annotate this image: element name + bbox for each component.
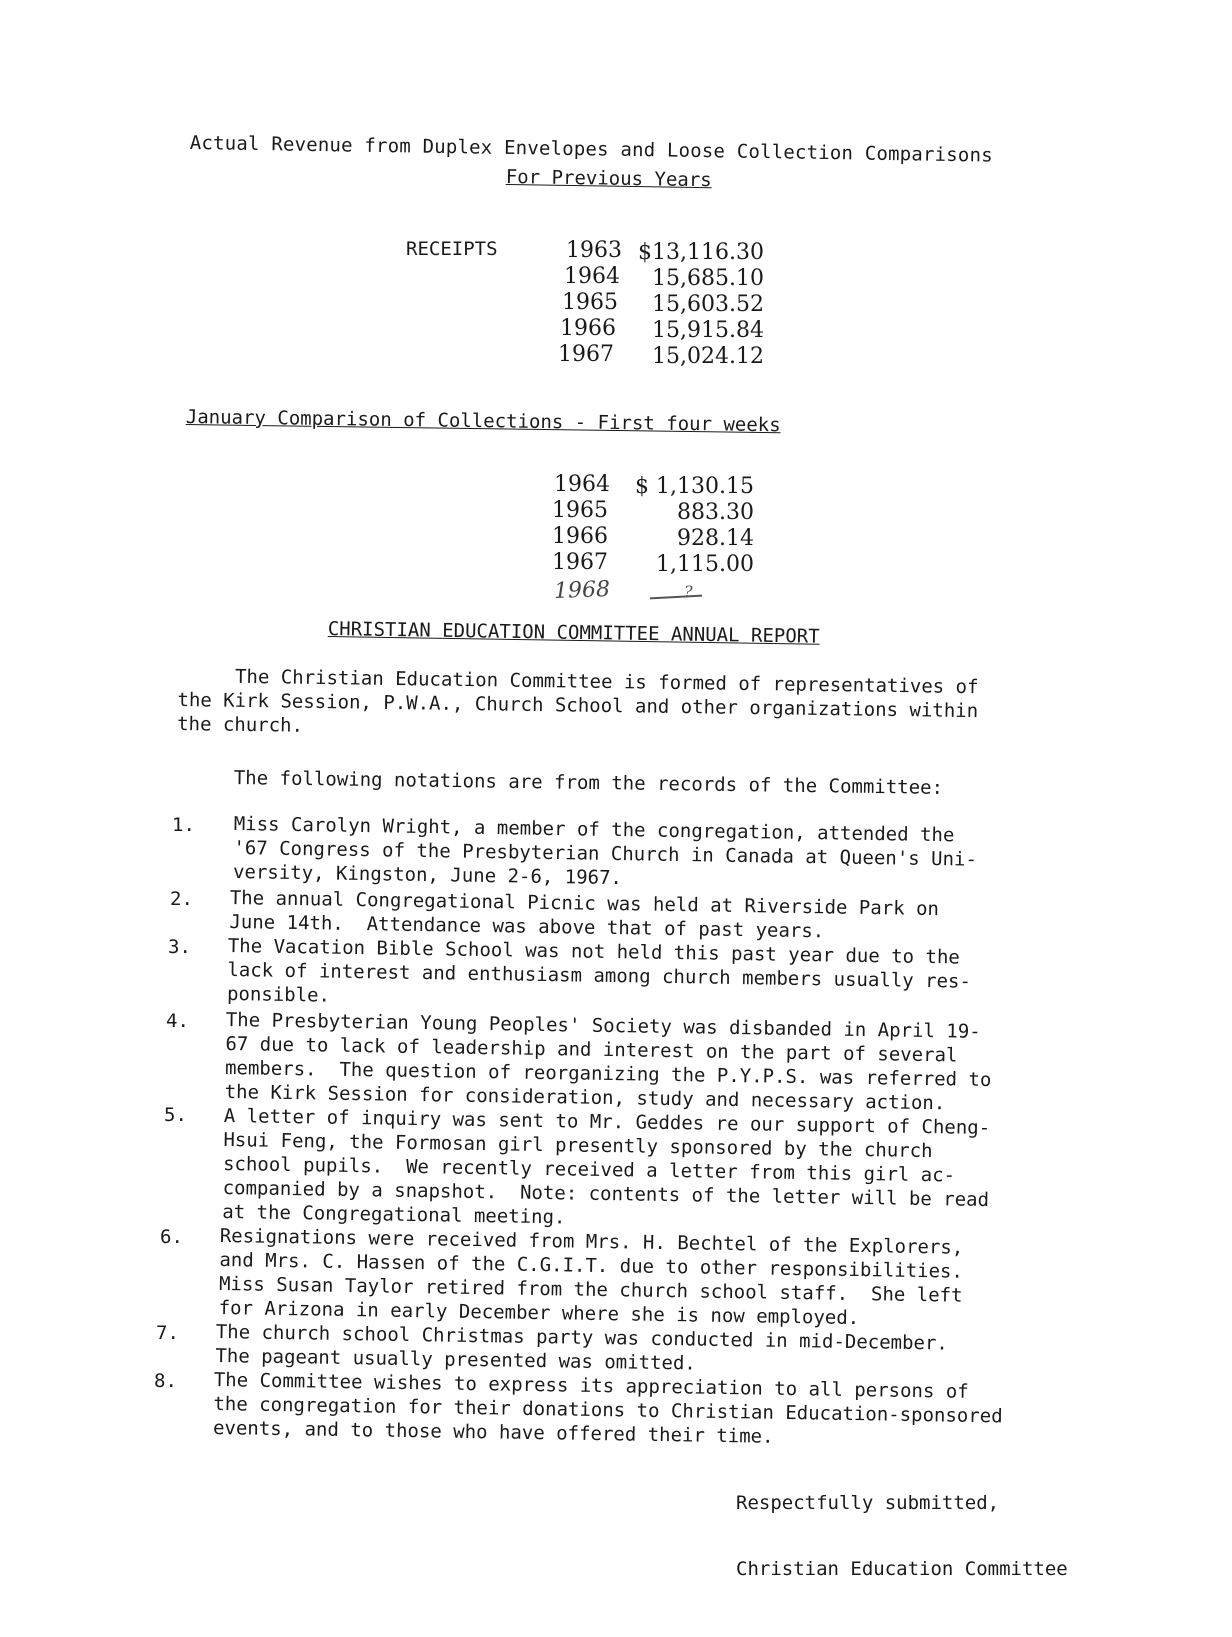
list-item: The Committee wishes to express its appreciation to all persons of the congregation for their donations to Christian Education-sponsored events, and to those who have offered their time. — [212, 1368, 1003, 1448]
handwritten-question: ? — [684, 582, 693, 601]
receipt-amount: $13,116.30 — [638, 240, 764, 265]
list-number: 3. — [168, 936, 191, 958]
list-item: The Presbyterian Young Peoples' Society was disbanded in April 19- 67 due to lack of leadership and interest on the part of several members. The question of reorganizing the P.Y.P.S. was referred to the Kirk Session for consideration, study and necessary action. — [224, 1008, 992, 1115]
list-number: 1. — [172, 814, 195, 836]
january-year: 1965 — [552, 498, 608, 523]
january-amount: 1,115.00 — [656, 552, 754, 577]
receipt-amount: 15,915.84 — [652, 318, 764, 343]
receipts-label: RECEIPTS — [406, 238, 498, 260]
list-item: Resignations were received from Mrs. H. Bechtel of the Explorers, and Mrs. C. Hassen of the C.G.I.T. due to other responsibilities. Miss Susan Taylor retired from the church school staff. She left for Arizona in early December where she is now employed. — [218, 1224, 964, 1330]
revenue-subtitle: For Previous Years — [505, 166, 712, 192]
receipt-year: 1967 — [558, 342, 614, 367]
list-item: The Vacation Bible School was not held this past year due to the lack of interest and enthusiasm among church members usually res- ponsible. — [226, 934, 972, 1007]
january-amount: 928.14 — [677, 526, 754, 551]
list-number: 4. — [166, 1010, 189, 1032]
january-amount: 883.30 — [677, 500, 754, 525]
list-number: 5. — [164, 1104, 187, 1126]
receipt-amount: 15,024.12 — [652, 344, 764, 369]
notations-lead: The following notations are from the records of the Committee: — [233, 766, 944, 799]
ce-intro-paragraph: The Christian Education Committee is formed of representatives of the Kirk Session, P.W.A., Church School and other organizations within the church. — [177, 664, 979, 737]
list-number: 6. — [160, 1226, 183, 1248]
list-number: 7. — [156, 1322, 179, 1344]
receipt-year: 1965 — [562, 290, 618, 315]
list-item: Miss Carolyn Wright, a member of the congregation, attended the '67 Congress of the Presbyterian Church in Canada at Queen's Uni- versity, Kingston, June 2-6, 1967. — [232, 812, 978, 890]
list-number: 2. — [170, 888, 193, 910]
closing-line: Respectfully submitted, — [736, 1492, 1000, 1514]
list-item: The church school Christmas party was conducted in mid-December. The pageant usually presented was omitted. — [215, 1320, 948, 1375]
receipt-year: 1966 — [560, 316, 616, 341]
january-year: 1966 — [552, 524, 608, 549]
receipt-year: 1963 — [566, 238, 622, 263]
revenue-title: Actual Revenue from Duplex Envelopes and Loose Collection Comparisons — [189, 132, 993, 167]
handwritten-year: 1968 — [553, 577, 611, 604]
receipt-year: 1964 — [564, 264, 620, 289]
handwritten-dash — [650, 595, 702, 600]
receipt-amount: 15,603.52 — [652, 292, 764, 317]
receipt-amount: 15,685.10 — [652, 266, 764, 291]
january-year: 1967 — [552, 550, 608, 575]
january-comparison-title: January Comparison of Collections - First four weeks — [185, 406, 781, 437]
list-item: The annual Congregational Picnic was held at Riverside Park on June 14th. Attendance was above that of past years. — [229, 886, 940, 943]
january-amount: $ 1,130.15 — [635, 474, 754, 499]
january-year: 1964 — [554, 472, 610, 497]
signature-line: Christian Education Committee — [736, 1558, 1068, 1580]
list-item: A letter of inquiry was sent to Mr. Geddes re our support of Cheng- Hsui Feng, the Formosan girl presently sponsored by the church school pupils. We recently received a letter from this girl ac- companied by a snapshot. Note: contents of the letter will be read at the Congregational meeting. — [222, 1104, 991, 1229]
ce-report-title: CHRISTIAN EDUCATION COMMITTEE ANNUAL REPORT — [327, 618, 820, 648]
list-number: 8. — [154, 1370, 177, 1392]
